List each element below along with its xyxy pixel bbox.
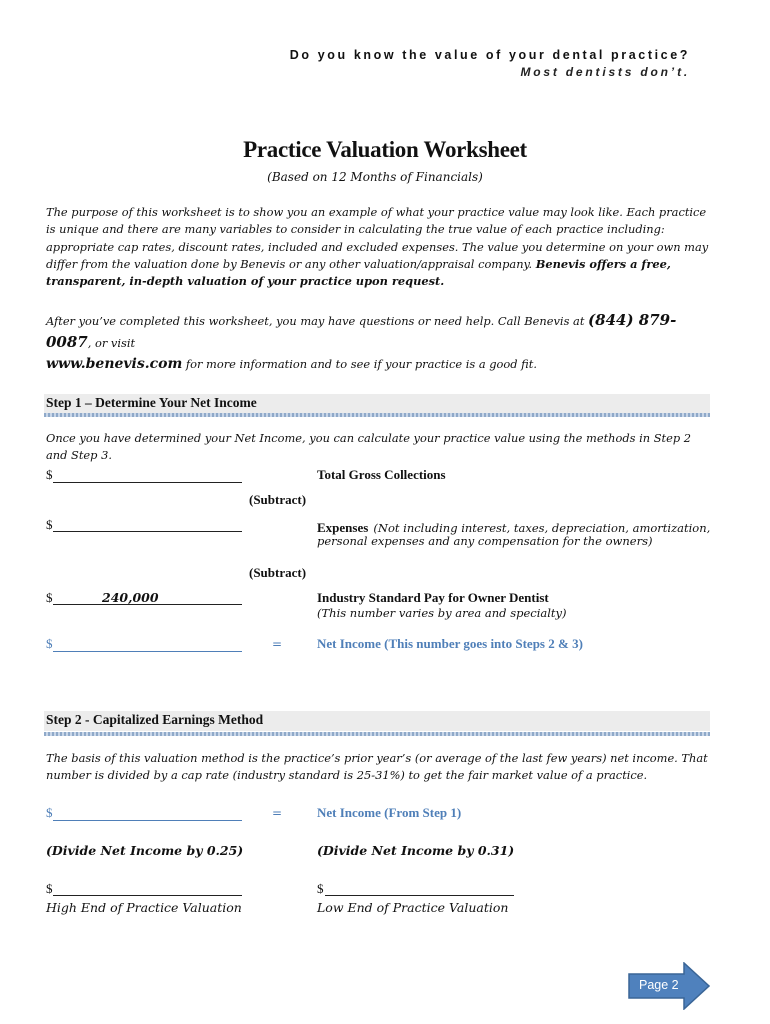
header-tagline-sub: Most dentists don’t. — [520, 65, 690, 79]
pay-dollar-sign: $ — [46, 590, 53, 605]
expenses-dollar-sign: $ — [46, 517, 53, 532]
step2-divider — [44, 732, 710, 736]
step2-header-bar — [44, 711, 710, 731]
next-page-button[interactable] — [628, 962, 710, 1010]
divide-low-label: (Divide Net Income by 0.31) — [317, 843, 515, 858]
contact-paragraph — [46, 310, 714, 375]
high-valuation-field[interactable] — [53, 895, 242, 896]
page-number-label: Page 2 — [639, 978, 679, 992]
gross-amount-field[interactable] — [53, 482, 242, 483]
owner-pay-label: Industry Standard Pay for Owner Dentist — [317, 590, 549, 605]
step2-heading: Step 2 - Capitalized Earnings Method — [46, 712, 264, 727]
subtract-label-2: (Subtract) — [249, 565, 307, 580]
subtract-label-1: (Subtract) — [249, 492, 307, 507]
contact-url[interactable]: www.benevis.com — [46, 356, 183, 372]
net-dollar-sign: $ — [46, 636, 53, 651]
contact-prefix: After you’ve completed this worksheet, you may have questions or need help. Call Benevis at — [46, 314, 589, 328]
contact-middle: , or visit — [87, 336, 136, 350]
expenses-note-2: personal expenses and any compensation for the owners) — [317, 534, 653, 548]
step1-divider — [44, 413, 710, 417]
intro-paragraph — [46, 204, 714, 290]
expenses-note-1: (Not including interest, taxes, depreciation, amortization, — [373, 521, 711, 535]
step2-net-income-label: Net Income (From Step 1) — [317, 805, 462, 820]
net-income-label: Net Income (This number goes into Steps 2 & 3) — [317, 636, 583, 651]
page-subtitle: (Based on 12 Months of Financials) — [267, 170, 483, 184]
low-valuation-field[interactable] — [325, 895, 514, 896]
expenses-amount-field[interactable] — [53, 531, 242, 532]
pay-amount-value[interactable]: 240,000 — [102, 590, 159, 605]
low-valuation-label: Low End of Practice Valuation — [317, 900, 509, 915]
step2-net-income-field[interactable] — [53, 820, 242, 821]
step2-intro: The basis of this valuation method is the practice’s prior year’s (or average of the last few years) net income. That number is divided by a cap rate (industry standard is 25-31%) to get the fair market value of a practice. — [46, 751, 708, 783]
intro-text: The purpose of this worksheet is to show you an example of what your practice value may look like. Each practice is unique and there are many variables to consider in calculating the true value of each practice including: appropriate cap rates, discount rates, included and excluded expenses. The value you determine on your own may differ from the valuation done by Benevis or any other valuation/appraisal company. — [46, 205, 709, 271]
contact-phone: (844) 879-0087 — [46, 311, 677, 351]
step1-header-bar — [44, 394, 710, 414]
page-title: Practice Valuation Worksheet — [243, 137, 527, 162]
net-income-field[interactable] — [53, 651, 242, 652]
intro-bold-text: Benevis offers a free, transparent, in-depth valuation of your practice upon request. — [46, 256, 671, 289]
expenses-label: Expenses — [317, 520, 369, 535]
gross-dollar-sign: $ — [46, 467, 53, 482]
high-dollar-sign: $ — [46, 881, 53, 896]
step1-heading: Step 1 – Determine Your Net Income — [46, 395, 257, 410]
step2-equals-sign: = — [272, 806, 283, 820]
divide-high-label: (Divide Net Income by 0.25) — [46, 843, 244, 858]
header-tagline: Do you know the value of your dental practice? — [289, 48, 690, 62]
step2-net-dollar-sign: $ — [46, 805, 53, 820]
net-equals-sign: = — [272, 637, 283, 651]
step1-intro: Once you have determined your Net Income, you can calculate your practice value using the methods in Step 2 and Step 3. — [46, 431, 691, 463]
owner-pay-note: (This number varies by area and specialty) — [317, 606, 567, 620]
low-dollar-sign: $ — [317, 881, 324, 896]
gross-collections-label: Total Gross Collections — [317, 467, 446, 482]
high-valuation-label: High End of Practice Valuation — [46, 900, 242, 915]
contact-suffix: for more information and to see if your practice is a good fit. — [182, 357, 537, 371]
